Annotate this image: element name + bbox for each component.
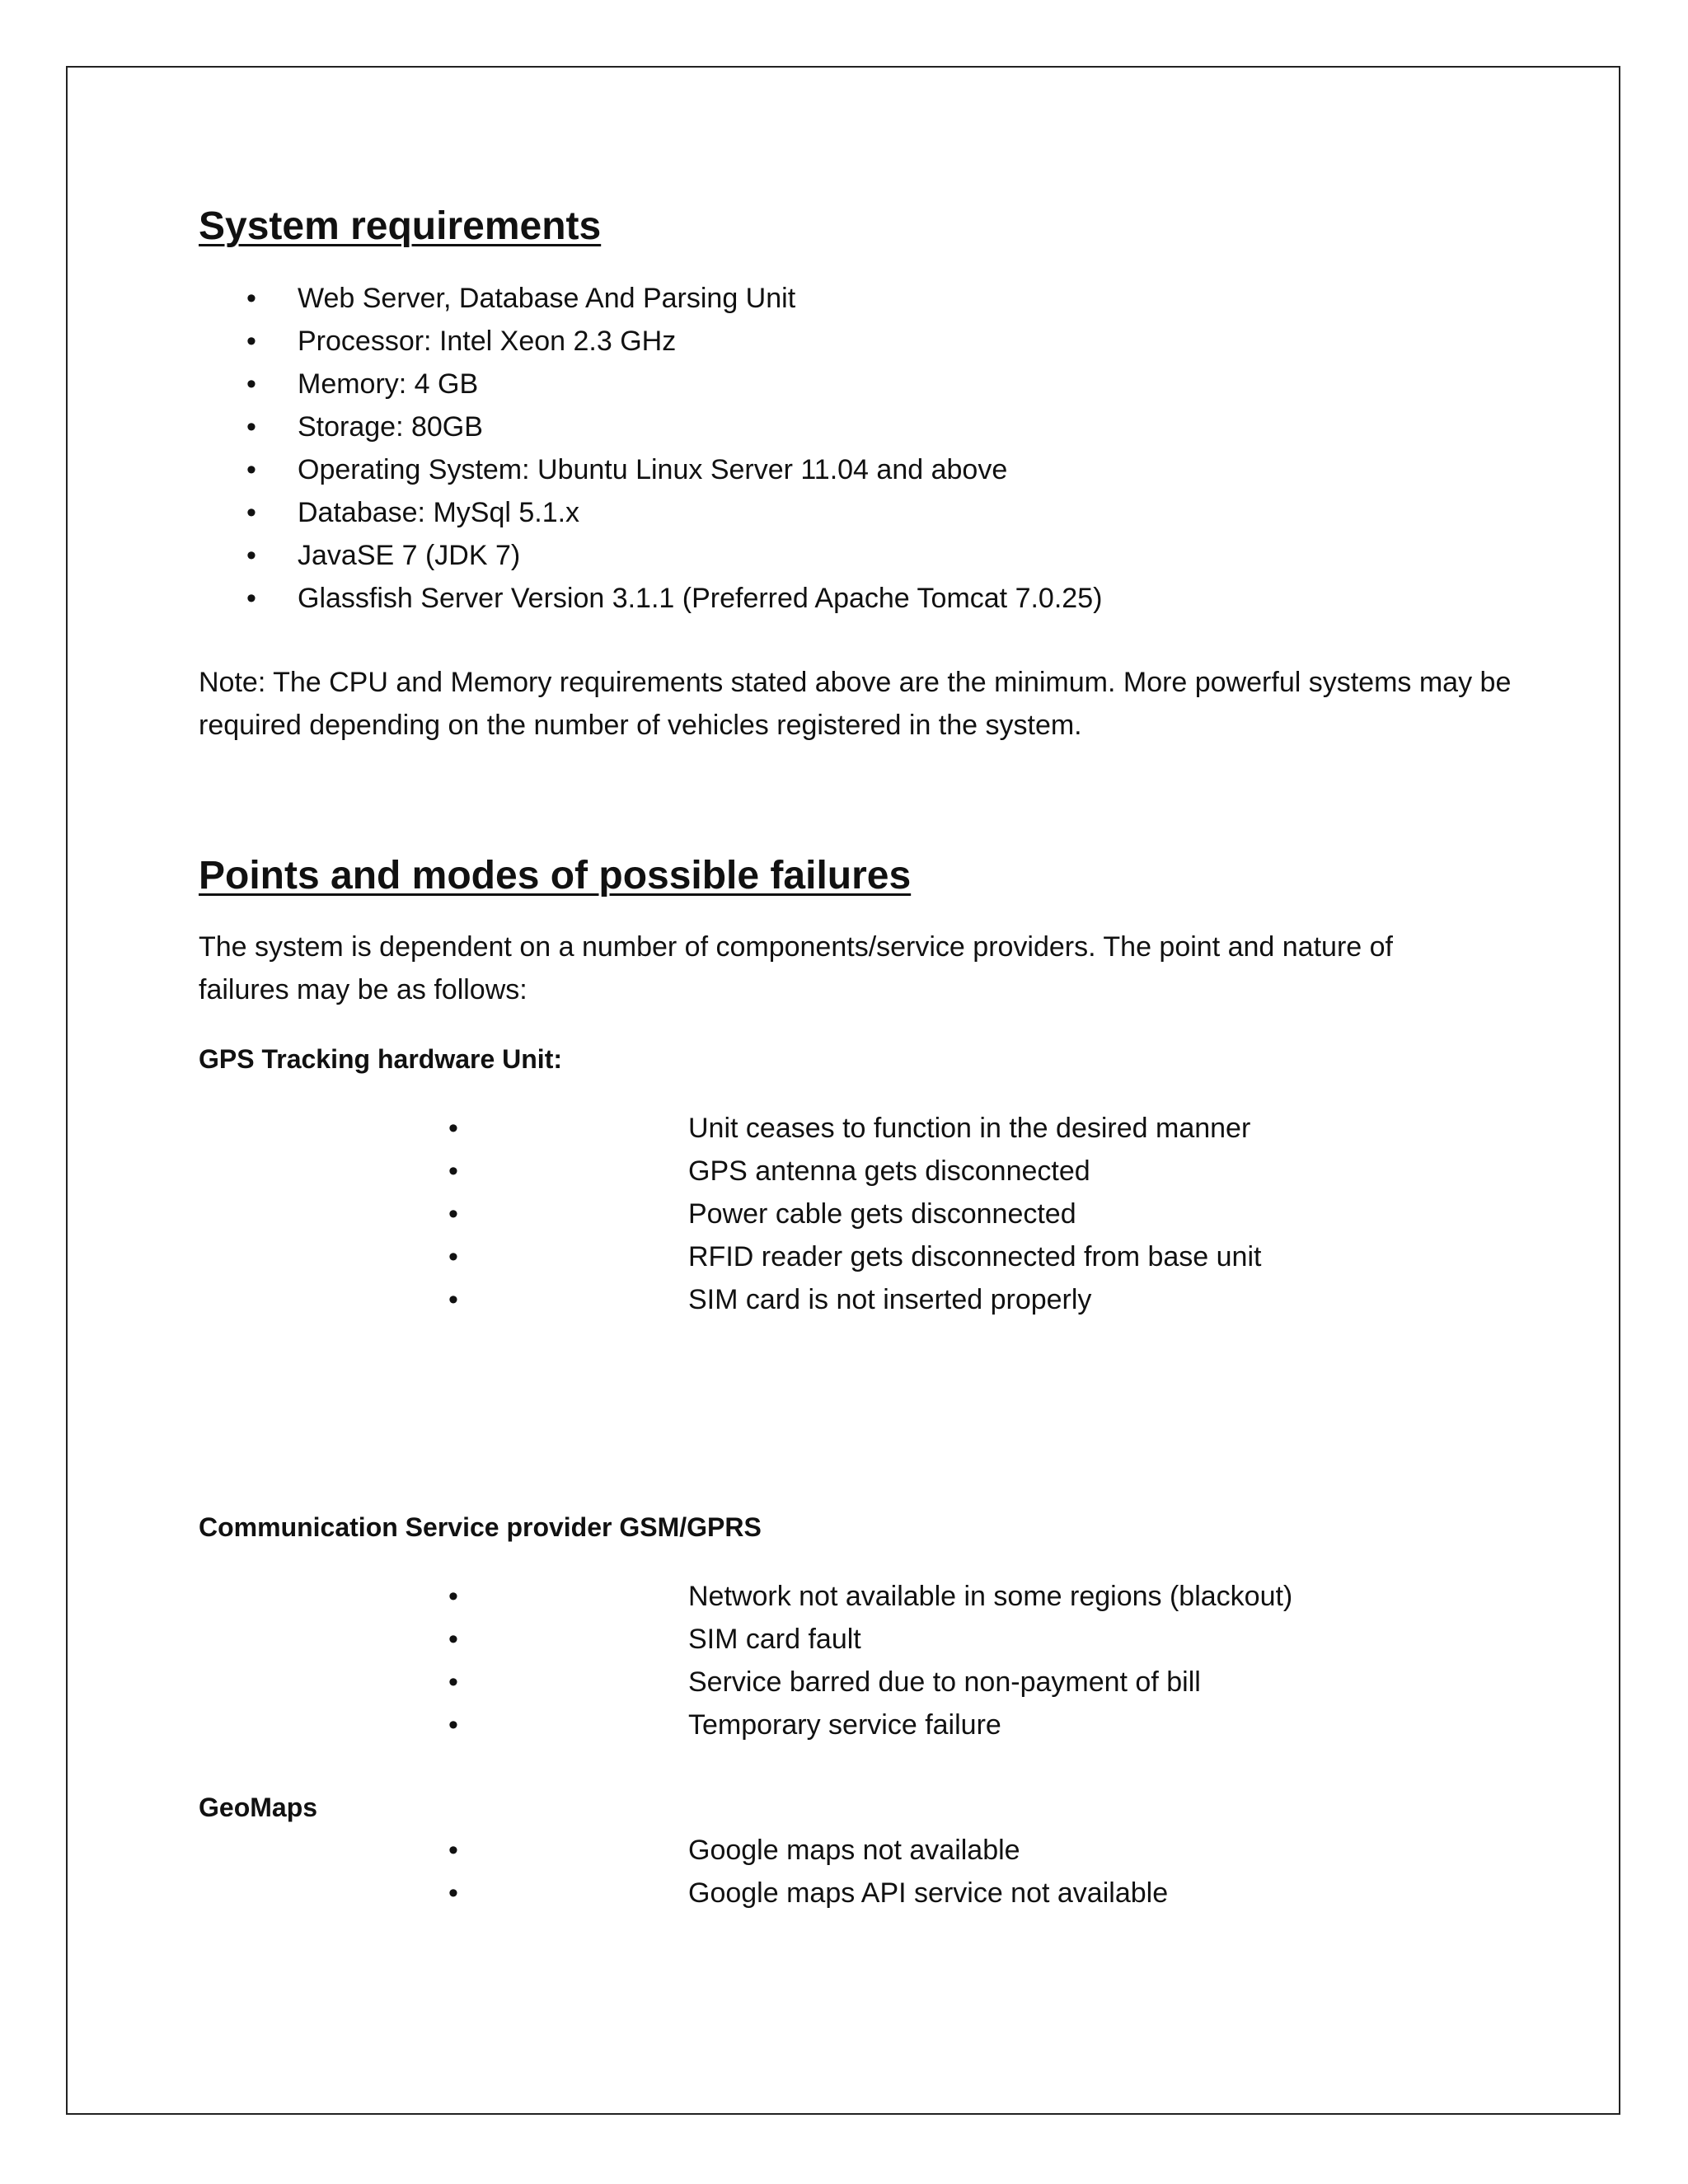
bullet-icon: • xyxy=(448,1709,458,1741)
list-item: • Google maps API service not available xyxy=(199,1872,1517,1915)
failures-heading: Points and modes of possible failures xyxy=(199,854,912,898)
bullet-icon: • xyxy=(448,1155,458,1187)
bullet-icon: • xyxy=(448,1113,458,1144)
list-item: • Power cable gets disconnected xyxy=(199,1193,1517,1235)
bullet-icon: • xyxy=(246,411,256,443)
document-body xyxy=(199,198,1517,1915)
geomaps-group-title: GeoMaps xyxy=(199,1793,318,1822)
gsm-provider-failure-list xyxy=(199,1575,1517,1746)
list-item: • SIM card fault xyxy=(199,1618,1517,1661)
bullet-icon: • xyxy=(246,497,256,528)
list-item: • RFID reader gets disconnected from base unit xyxy=(199,1235,1517,1278)
list-item: • SIM card is not inserted properly xyxy=(199,1278,1517,1321)
list-item: • Processor: Intel Xeon 2.3 GHz xyxy=(199,320,1517,363)
list-item: • Storage: 80GB xyxy=(199,405,1517,448)
bullet-icon: • xyxy=(448,1284,458,1315)
bullet-icon: • xyxy=(448,1581,458,1612)
bullet-icon: • xyxy=(448,1241,458,1272)
list-item: • GPS antenna gets disconnected xyxy=(199,1150,1517,1193)
list-item: • Unit ceases to function in the desired manner xyxy=(199,1107,1517,1150)
list-item: • Temporary service failure xyxy=(199,1704,1517,1746)
gsm-provider-group-title: Communication Service provider GSM/GPRS xyxy=(199,1512,762,1542)
requirements-note: Note: The CPU and Memory requirements stated above are the minimum. More powerful systems may be required depending on the number of vehicles registered in the system. xyxy=(199,667,1512,741)
list-item: • Database: MySql 5.1.x xyxy=(199,491,1517,534)
bullet-icon: • xyxy=(246,283,256,314)
list-item: • Memory: 4 GB xyxy=(199,363,1517,405)
list-item: • Web Server, Database And Parsing Unit xyxy=(199,277,1517,320)
geomaps-failure-list xyxy=(199,1829,1517,1915)
bullet-icon: • xyxy=(246,540,256,571)
bullet-icon: • xyxy=(246,368,256,400)
list-item: • Network not available in some regions (blackout) xyxy=(199,1575,1517,1618)
list-item: • Google maps not available xyxy=(199,1829,1517,1872)
list-item: • Operating System: Ubuntu Linux Server 11.04 and above xyxy=(199,448,1517,491)
bullet-icon: • xyxy=(448,1666,458,1698)
list-item: • JavaSE 7 (JDK 7) xyxy=(199,534,1517,577)
gps-unit-group-title: GPS Tracking hardware Unit: xyxy=(199,1044,562,1074)
bullet-icon: • xyxy=(448,1624,458,1655)
list-item: • Glassfish Server Version 3.1.1 (Preferred Apache Tomcat 7.0.25) xyxy=(199,577,1517,620)
bullet-icon: • xyxy=(246,454,256,485)
bullet-icon: • xyxy=(246,326,256,357)
bullet-icon: • xyxy=(448,1877,458,1909)
failures-intro: The system is dependent on a number of components/service providers. The point and nature of failures may be as follows: xyxy=(199,931,1393,1005)
system-requirements-heading: System requirements xyxy=(199,204,602,248)
list-item: • Service barred due to non-payment of bill xyxy=(199,1661,1517,1704)
bullet-icon: • xyxy=(246,583,256,614)
bullet-icon: • xyxy=(448,1835,458,1866)
gps-unit-failure-list xyxy=(199,1107,1517,1321)
system-requirements-list xyxy=(199,277,1517,620)
bullet-icon: • xyxy=(448,1198,458,1230)
